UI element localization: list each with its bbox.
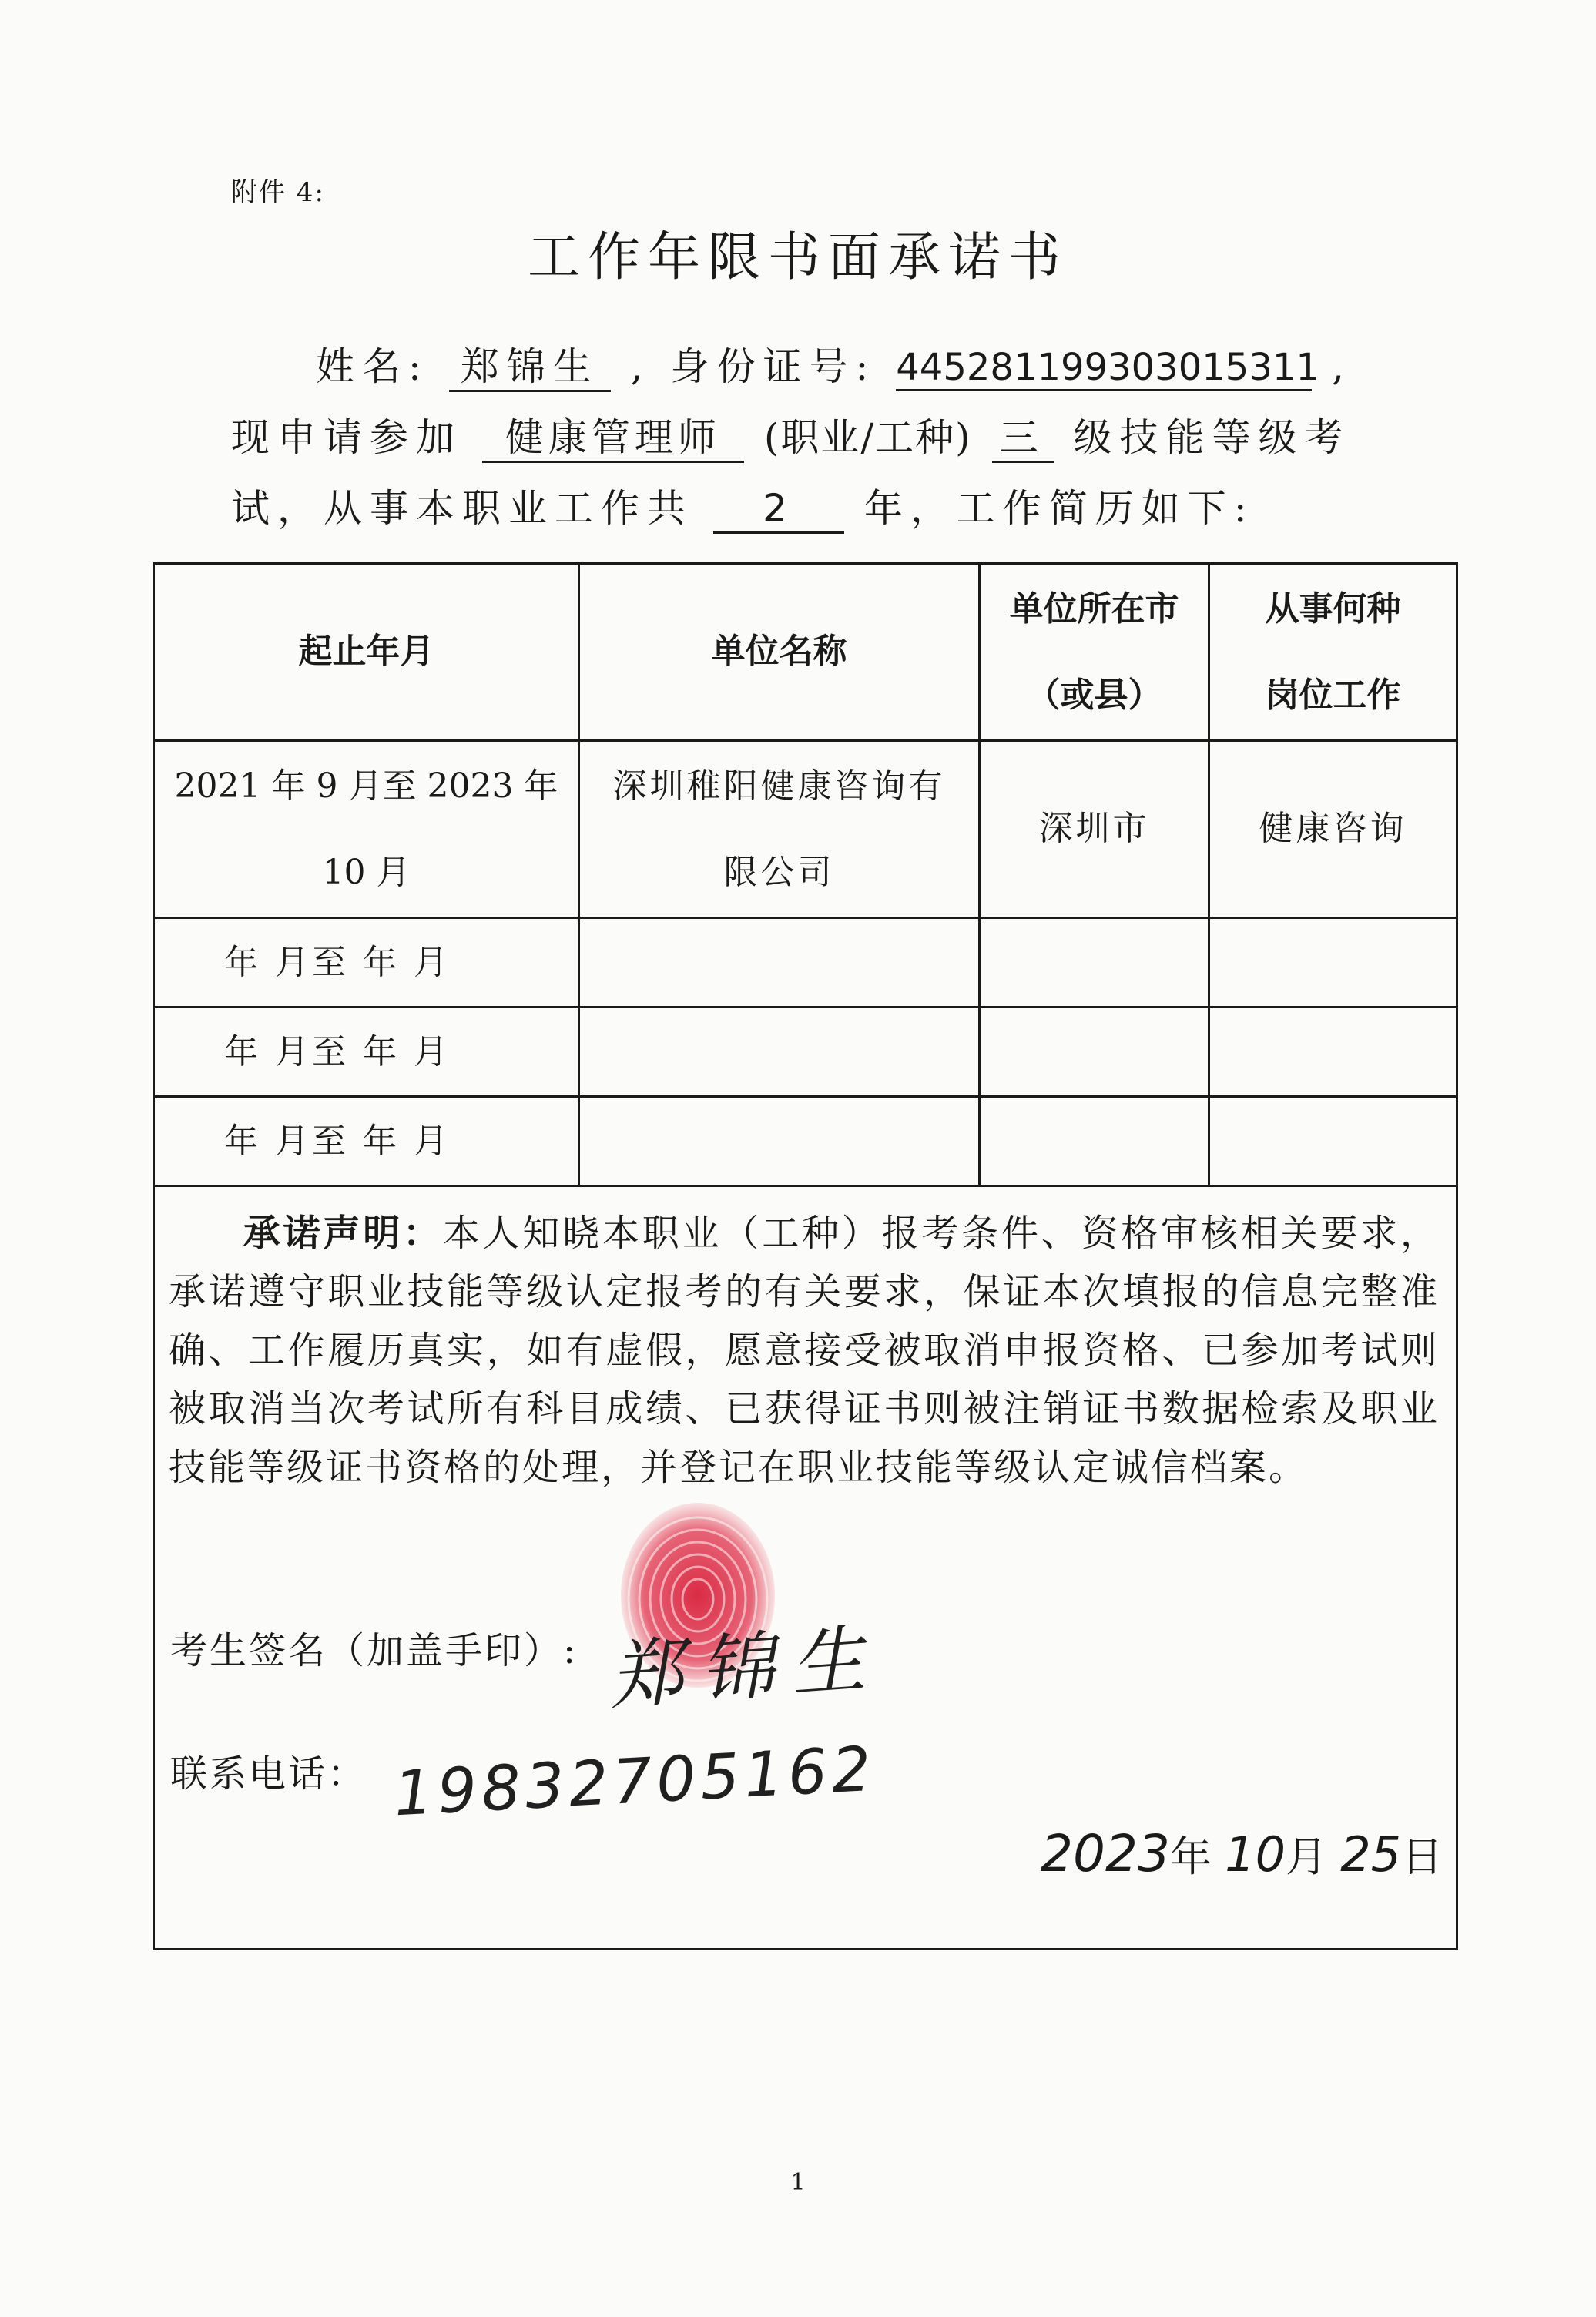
row1-period-line2: 10 月 [322,852,411,892]
row1-position: 健康咨询 [1209,741,1457,918]
row4-city [980,1097,1209,1186]
row1-period-line1: 2021 年 9 月至 2023 年 [174,766,558,806]
header-company: 单位名称 [579,564,980,741]
years-prefix: 试，从事本职业工作共 [231,486,693,531]
date-year-char: 年 [1169,1832,1212,1881]
id-label: 身份证号: [670,344,877,389]
row1-period [154,741,579,918]
apply-prefix: 现申请参加 [231,415,462,460]
sign-date [1041,1788,1443,1920]
name-line [316,336,1352,392]
name-value: 郑锦生 [449,345,611,392]
table-row [154,918,1457,1008]
row3-company [579,1008,980,1097]
signature-value: 郑锦生 [606,1615,885,1721]
row4-period: 年 月至 年 月 [154,1097,579,1186]
phone-label: 联系电话： [170,1752,367,1796]
header-city [980,564,1209,741]
header-city-line2: （或县） [1026,675,1162,715]
date-day-char: 日 [1401,1832,1443,1881]
occupation-hint: (职业/工种) [763,415,972,460]
work-history-table [153,562,1456,1943]
date-day: 25 [1340,1826,1402,1883]
header-city-line1: 单位所在市 [1009,588,1179,629]
row2-position [1209,918,1457,1008]
date-year: 2023 [1041,1824,1170,1883]
row2-city [980,918,1209,1008]
row4-company [579,1097,980,1186]
row3-position [1209,1008,1457,1097]
table-row [154,741,1457,918]
pledge-label: 承诺声明： [243,1212,443,1255]
years-suffix: 年，工作简历如下: [863,486,1255,531]
apply-suffix: 级技能等级考 [1073,415,1351,460]
date-month: 10 [1225,1826,1286,1883]
header-period: 起止年月 [154,564,579,741]
table-row [154,1008,1457,1097]
phone-value: 19832705162 [391,1732,877,1830]
table-header-row [154,564,1457,741]
page-number: 1 [790,2169,806,2196]
pledge-cell [154,1186,1457,1950]
header-position-line1: 从事何种 [1265,588,1401,629]
name-separator: , [630,344,651,389]
pledge-statement [169,1204,1440,1497]
row3-period: 年 月至 年 月 [154,1008,579,1097]
id-number-value: 445281199303015311 [896,347,1312,391]
row4-position [1209,1097,1457,1186]
years-line [231,478,1255,534]
row1-company-text: 深圳稚阳健康咨询有限公司 [612,766,946,892]
row2-company [579,918,980,1008]
header-position [1209,564,1457,741]
table-row [154,1097,1457,1186]
row3-city [980,1008,1209,1097]
row1-company [579,741,980,918]
date-month-char: 月 [1286,1832,1328,1881]
document-title: 工作年限书面承诺书 [527,227,1068,288]
attachment-label: 附件 4: [231,177,325,208]
pledge-text: 本人知晓本职业（工种）报考条件、资格审核相关要求，承诺遵守职业技能等级认定报考的有关要求，保证本次填报的信息完整准确、工作履历真实，如有虚假，愿意接受被取消申报资格、已参加考试则被取消当次考试所有科目成绩、已获得证书则被注销证书数据检索及职业技能等级证书资格的处理，并登记在职业技能等级认定诚信档案。 [169,1212,1440,1489]
header-position-line2: 岗位工作 [1265,675,1401,715]
row2-period: 年 月至 年 月 [154,918,579,1008]
level-value: 三 [992,416,1054,463]
occupation-value: 健康管理师 [482,416,744,463]
row1-city: 深圳市 [980,741,1209,918]
apply-line [231,407,1350,463]
id-end: , [1332,344,1353,389]
signature-label: 考生签名（加盖手印）: [170,1629,578,1672]
name-label: 姓名: [316,344,429,389]
pledge-row [154,1186,1457,1950]
years-value: 2 [713,487,844,534]
